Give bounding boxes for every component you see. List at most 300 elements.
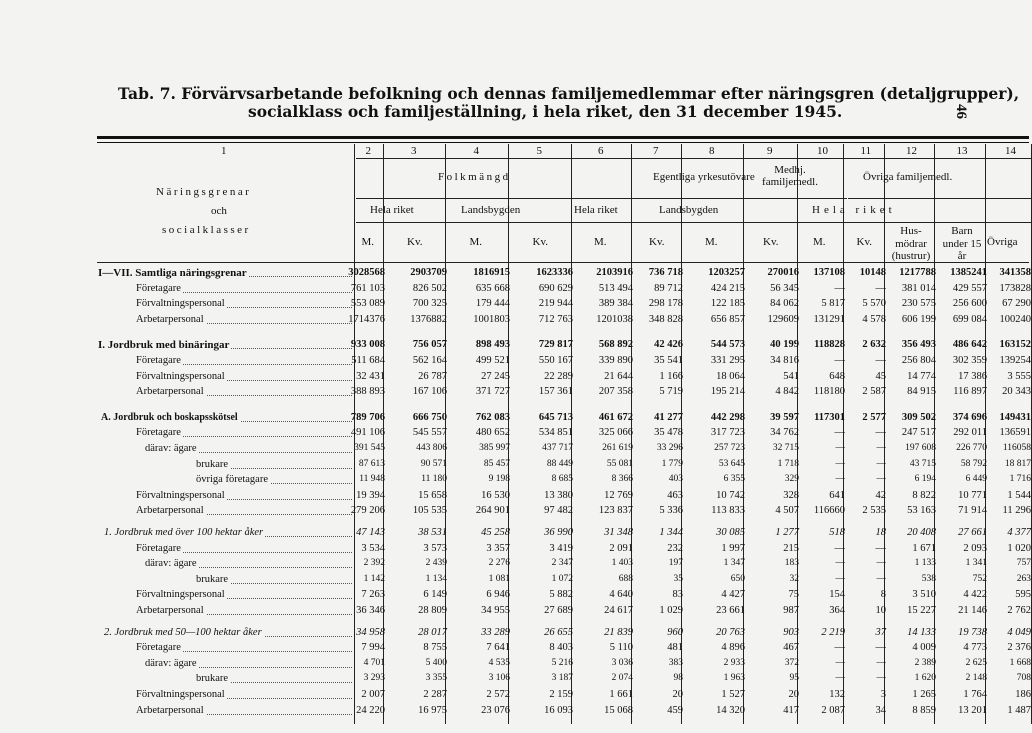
table-cell: 45 <box>875 370 886 382</box>
table-cell: 757 <box>1016 558 1031 569</box>
table-title-line1: Tab. 7. Förvärvsarbetande befolkning och dennas familjemedlemmar efter näringsgren (detaljgrupper), <box>118 84 1020 103</box>
header-man: M. <box>705 236 718 248</box>
table-cell: 20 343 <box>1002 386 1031 398</box>
table-cell: 1 668 <box>1009 657 1031 668</box>
table-cell: 12 769 <box>604 489 633 501</box>
table-cell: 34 762 <box>770 427 799 439</box>
table-cell: 480 652 <box>475 427 510 439</box>
table-cell: 341358 <box>999 267 1031 278</box>
table-cell: 24 617 <box>604 605 633 616</box>
table-cell: 183 <box>784 558 799 569</box>
table-cell: 2 347 <box>551 558 573 569</box>
table-cell: 116 897 <box>953 386 987 398</box>
table-cell: 98 <box>673 673 683 684</box>
table-cell: — <box>875 542 886 554</box>
table-cell: 302 359 <box>952 355 987 366</box>
table-cell: 1 133 <box>914 558 936 569</box>
table-cell: 2 007 <box>361 689 385 700</box>
table-cell: 9 198 <box>488 474 510 485</box>
table-cell: 5 400 <box>425 657 447 668</box>
row-label: I—VII. Samtliga näringsgrenar <box>98 267 247 279</box>
table-cell: 4 377 <box>1007 527 1031 538</box>
table-cell: 11 948 <box>359 474 385 485</box>
row-label: 2. Jordbruk med 50—100 hektar åker <box>104 626 262 638</box>
table-cell: 18 817 <box>1004 458 1031 469</box>
table-cell: — <box>835 458 845 469</box>
table-cell: 8 366 <box>611 474 633 485</box>
table-cell: 1 716 <box>1009 474 1031 485</box>
table-cell: 137108 <box>813 267 845 278</box>
table-cell: 339 890 <box>598 355 633 366</box>
table-cell: — <box>876 673 886 684</box>
table-cell: 23 661 <box>716 605 745 616</box>
table-cell: 2 933 <box>723 657 745 668</box>
table-cell: 729 817 <box>538 339 573 351</box>
table-cell: 4 427 <box>721 589 745 601</box>
table-cell: 55 081 <box>606 458 633 469</box>
table-cell: 43 715 <box>909 458 936 469</box>
table-cell: 84 915 <box>907 386 936 398</box>
table-cell: 97 482 <box>544 505 573 517</box>
table-cell: 117301 <box>814 411 845 423</box>
table-cell: 1 764 <box>963 689 987 700</box>
row-label: därav: ägare <box>145 558 197 570</box>
table-cell: 33 296 <box>656 443 683 453</box>
table-cell: 139254 <box>999 355 1031 366</box>
table-cell: 712 763 <box>538 313 573 325</box>
column-number: 4 <box>473 145 479 157</box>
table-cell: 6 149 <box>423 589 447 601</box>
table-cell: 16 975 <box>418 704 447 716</box>
table-cell: 58 792 <box>960 458 987 469</box>
table-cell: 903 <box>783 626 799 638</box>
table-cell: 1 718 <box>777 458 799 469</box>
table-cell: 4 701 <box>363 657 385 668</box>
table-cell: 491 106 <box>350 427 385 439</box>
table-cell: 23 076 <box>481 704 510 716</box>
table-cell: 6 449 <box>965 474 987 485</box>
table-cell: 1 779 <box>661 458 683 469</box>
table-cell: 197 <box>668 558 683 569</box>
row-label: Företagare <box>136 542 181 554</box>
header-kvinna: Kv. <box>763 236 779 248</box>
table-cell: 4 640 <box>609 589 633 601</box>
column-number: 8 <box>709 145 715 157</box>
table-cell: — <box>875 642 886 654</box>
table-cell: — <box>835 558 845 569</box>
row-label: Förvaltningspersonal <box>136 370 225 382</box>
table-cell: 2 219 <box>821 626 845 638</box>
table-cell: 33 289 <box>481 626 510 638</box>
table-cell: 4 896 <box>721 642 745 654</box>
table-cell: 292 011 <box>953 427 987 439</box>
table-cell: 32 431 <box>356 370 385 382</box>
table-cell: 513 494 <box>598 282 633 294</box>
table-cell: — <box>876 573 886 584</box>
table-cell: 1385241 <box>950 267 987 278</box>
table-cell: 20 <box>672 689 683 700</box>
table-cell: 1 344 <box>659 527 683 538</box>
header-man: M. <box>361 236 375 248</box>
table-top-rule-thin <box>97 142 1029 143</box>
table-cell: 41 277 <box>654 411 683 423</box>
table-cell: 14 774 <box>907 370 936 382</box>
row-label: Arbetarpersonal <box>136 313 204 325</box>
table-cell: 21 146 <box>958 605 987 616</box>
table-cell: 7 641 <box>486 642 510 654</box>
row-label: Arbetarpersonal <box>136 386 204 398</box>
row-label: Arbetarpersonal <box>136 704 204 716</box>
header-hela-riket-1: Hela riket <box>370 204 414 216</box>
table-cell: 118828 <box>814 339 845 351</box>
table-cell: 123 837 <box>598 505 633 517</box>
table-cell: — <box>835 657 845 668</box>
table-cell: 348 828 <box>648 313 683 325</box>
table-cell: 10148 <box>859 267 886 278</box>
column-number: 1 <box>221 145 227 157</box>
table-cell: — <box>835 573 845 584</box>
table-cell: 53 163 <box>907 505 936 517</box>
table-cell: 71 914 <box>958 505 987 517</box>
table-cell: 2 074 <box>611 673 633 684</box>
table-cell: 1 544 <box>1007 489 1031 501</box>
table-cell: 4 842 <box>775 386 799 398</box>
table-cell: 26 655 <box>544 626 573 638</box>
table-cell: 10 <box>875 605 886 616</box>
table-cell: 595 <box>1015 589 1031 601</box>
table-cell: 42 <box>875 489 886 501</box>
table-cell: 5 110 <box>609 642 633 654</box>
table-cell: 257 723 <box>714 443 745 453</box>
header-man: M. <box>813 236 826 248</box>
table-cell: 11 180 <box>421 474 447 485</box>
table-cell: 3 355 <box>425 673 447 684</box>
table-cell: 550 167 <box>538 355 573 366</box>
table-cell: 8 755 <box>423 642 447 654</box>
table-cell: 1376882 <box>410 313 447 325</box>
table-cell: 635 668 <box>475 282 510 294</box>
table-cell: 2 535 <box>862 505 886 517</box>
table-cell: 708 <box>1016 673 1031 684</box>
row-label: Förvaltningspersonal <box>136 689 225 700</box>
table-cell: 2 287 <box>423 689 447 700</box>
column-number: 5 <box>536 145 542 157</box>
table-cell: 2 389 <box>914 657 936 668</box>
table-cell: 2 087 <box>821 704 845 716</box>
table-cell: 568 892 <box>598 339 633 351</box>
table-cell: 648 <box>829 370 845 382</box>
stub-header-och: och <box>211 205 227 217</box>
table-cell: 329 <box>784 474 799 485</box>
table-cell: 31 348 <box>604 527 633 538</box>
table-cell: 13 201 <box>958 704 987 716</box>
ovriga-rule <box>848 198 1032 199</box>
table-cell: 2103916 <box>596 267 633 278</box>
column-number: 6 <box>598 145 604 157</box>
table-cell: 37 <box>875 626 886 638</box>
table-cell: 562 164 <box>412 355 447 366</box>
table-cell: 1201038 <box>596 313 633 325</box>
table-cell: 650 <box>730 573 745 584</box>
table-cell: 1 997 <box>721 542 745 554</box>
row-label: Företagare <box>136 355 181 366</box>
table-cell: 21 839 <box>604 626 633 638</box>
table-cell: 18 <box>875 527 886 538</box>
table-cell: 8 685 <box>551 474 573 485</box>
column-number: 14 <box>1005 145 1016 157</box>
table-cell: 544 573 <box>710 339 745 351</box>
table-cell: 16 093 <box>544 704 573 716</box>
table-cell: 8 822 <box>912 489 936 501</box>
table-cell: 6 946 <box>486 589 510 601</box>
table-cell: 2 392 <box>363 558 385 569</box>
table-cell: 388 893 <box>350 386 385 398</box>
table-cell: 32 715 <box>772 443 799 453</box>
table-cell: 1 620 <box>914 673 936 684</box>
table-cell: 752 <box>972 573 987 584</box>
table-cell: 35 478 <box>654 427 683 439</box>
table-cell: 641 <box>829 489 845 501</box>
table-title-line2: socialklass och familjeställning, i hela riket, den 31 december 1945. <box>248 102 843 121</box>
table-cell: 1 265 <box>912 689 936 700</box>
table-cell: 247 517 <box>901 427 936 439</box>
table-cell: 3 187 <box>551 673 573 684</box>
table-cell: 197 608 <box>905 443 936 453</box>
header-yrkesutovare: Egentliga yrkesutövare <box>653 171 755 183</box>
table-cell: 4 009 <box>912 642 936 654</box>
table-cell: 4 422 <box>963 589 987 601</box>
table-cell: 122 185 <box>710 298 745 310</box>
table-cell: 1 134 <box>425 573 447 584</box>
table-cell: 3 <box>880 689 886 700</box>
table-cell: 38 531 <box>418 527 447 538</box>
table-cell: 13 380 <box>544 489 573 501</box>
table-cell: 5 882 <box>549 589 573 601</box>
table-cell: 1 341 <box>965 558 987 569</box>
column-number: 11 <box>860 145 872 157</box>
table-cell: 1 277 <box>775 527 799 538</box>
column-number: 13 <box>956 145 968 157</box>
header-hela-riket-2: Hela riket <box>574 204 618 216</box>
table-cell: 389 384 <box>598 298 633 310</box>
table-cell: 40 199 <box>770 339 799 351</box>
row-label: Förvaltningspersonal <box>136 589 225 601</box>
table-cell: 381 014 <box>901 282 936 294</box>
table-cell: 1 661 <box>609 689 633 700</box>
table-cell: 113 833 <box>711 505 745 517</box>
table-cell: — <box>834 355 845 366</box>
table-cell: 15 658 <box>418 489 447 501</box>
table-cell: 898 493 <box>475 339 510 351</box>
table-cell: 309 502 <box>901 411 936 423</box>
table-cell: 56 345 <box>770 282 799 294</box>
table-cell: 85 457 <box>483 458 510 469</box>
table-cell: 1 403 <box>611 558 633 569</box>
table-cell: 84 062 <box>770 298 799 310</box>
row-label: därav: ägare <box>145 443 197 454</box>
table-cell: — <box>875 355 886 366</box>
header-man: M. <box>469 236 483 248</box>
table-cell: 215 <box>783 542 799 554</box>
table-cell: 364 <box>829 605 845 616</box>
table-cell: 256 600 <box>952 298 987 310</box>
row-label: Arbetarpersonal <box>136 605 204 616</box>
table-cell: 356 493 <box>901 339 936 351</box>
table-cell: 35 <box>673 573 683 584</box>
table-cell: 2 376 <box>1007 642 1031 654</box>
table-cell: 219 944 <box>538 298 573 310</box>
table-cell: 279 206 <box>350 505 385 517</box>
table-cell: — <box>835 474 845 485</box>
table-cell: — <box>876 474 886 485</box>
table-cell: 1816915 <box>473 267 510 278</box>
table-cell: 6 355 <box>723 474 745 485</box>
table-cell: 736 718 <box>648 267 683 278</box>
table-cell: 374 696 <box>952 411 987 423</box>
table-cell: 16 530 <box>481 489 510 501</box>
table-cell: 1 527 <box>721 689 745 700</box>
table-cell: 534 851 <box>538 427 573 439</box>
table-cell: 232 <box>667 542 683 554</box>
table-cell: 10 742 <box>716 489 745 501</box>
table-cell: 5 570 <box>862 298 886 310</box>
table-cell: 195 214 <box>710 386 745 398</box>
header-landsbygden-2: Landsbygden <box>659 204 719 216</box>
stub-header-socialklasser: socialklasser <box>162 224 251 236</box>
header-kvinna: Kv. <box>532 236 548 248</box>
table-cell: 317 723 <box>710 427 745 439</box>
table-cell: 1 020 <box>1007 542 1031 554</box>
table-cell: 2 762 <box>1007 605 1031 616</box>
table-cell: 28 017 <box>418 626 447 638</box>
table-cell: 129609 <box>767 313 799 325</box>
table-cell: 3 357 <box>486 542 510 554</box>
table-cell: 8 403 <box>549 642 573 654</box>
table-cell: 36 346 <box>356 605 385 616</box>
table-cell: 47 143 <box>356 527 385 538</box>
column-number: 2 <box>365 145 371 157</box>
table-cell: 1714376 <box>348 313 385 325</box>
table-cell: 7 994 <box>361 642 385 654</box>
table-cell: 4 773 <box>963 642 987 654</box>
column-number: 9 <box>767 145 773 157</box>
table-cell: 385 997 <box>479 443 510 453</box>
table-cell: — <box>834 282 845 294</box>
table-cell: 2 159 <box>549 689 573 700</box>
header-hela-riket-spaced: Hela riket <box>812 204 896 216</box>
table-cell: 463 <box>667 489 683 501</box>
table-cell: 690 629 <box>538 282 573 294</box>
table-cell: 36 990 <box>544 527 573 538</box>
table-cell: 688 <box>618 573 633 584</box>
column-number: 10 <box>817 145 828 157</box>
table-cell: 34 958 <box>356 626 385 638</box>
table-cell: 3 036 <box>611 657 633 668</box>
table-cell: 20 408 <box>907 527 936 538</box>
table-cell: 186 <box>1015 689 1031 700</box>
page-number: 46 <box>953 104 969 119</box>
table-cell: — <box>876 657 886 668</box>
table-cell: 45 258 <box>481 527 510 538</box>
table-cell: 75 <box>788 589 799 601</box>
table-cell: 486 642 <box>952 339 987 351</box>
table-cell: 3 293 <box>363 673 385 684</box>
table-cell: 298 178 <box>648 298 683 310</box>
table-cell: 1 142 <box>363 573 385 584</box>
table-cell: 24 220 <box>356 704 385 716</box>
row-label: Företagare <box>136 282 181 294</box>
hela-riket-rule <box>356 222 1032 223</box>
table-cell: 39 597 <box>770 411 799 423</box>
table-cell: 429 557 <box>952 282 987 294</box>
table-cell: 105 535 <box>412 505 447 517</box>
table-cell: 518 <box>829 527 845 538</box>
table-cell: 459 <box>667 704 683 716</box>
table-cell: 17 386 <box>958 370 987 382</box>
table-cell: 2 625 <box>965 657 987 668</box>
table-cell: 21 644 <box>604 370 633 382</box>
header-barn: Barn under 15 år <box>942 225 982 263</box>
table-cell: 19 394 <box>356 489 385 501</box>
table-cell: 1623336 <box>536 267 573 278</box>
table-cell: 3028568 <box>348 267 385 278</box>
table-cell: 545 557 <box>412 427 447 439</box>
table-cell: 331 295 <box>710 355 745 366</box>
table-cell: 118180 <box>813 386 845 398</box>
table-cell: 371 727 <box>475 386 510 398</box>
table-cell: 499 521 <box>475 355 510 366</box>
table-top-rule <box>97 136 1029 139</box>
table-cell: — <box>835 443 845 453</box>
row-label: brukare <box>196 573 229 585</box>
table-cell: 26 787 <box>418 370 447 382</box>
table-cell: 2 093 <box>963 542 987 554</box>
table-cell: 27 689 <box>544 605 573 616</box>
table-cell: 3 573 <box>423 542 447 554</box>
table-cell: 1 166 <box>659 370 683 382</box>
header-husmodrar: Hus-mödrar (hustrur) <box>891 225 931 263</box>
table-cell: 2 632 <box>862 339 886 351</box>
table-cell: 789 706 <box>350 411 385 423</box>
table-cell: 53 645 <box>718 458 745 469</box>
table-cell: 328 <box>783 489 799 501</box>
table-cell: 3 106 <box>488 673 510 684</box>
table-cell: 5 336 <box>659 505 683 517</box>
table-cell: 67 290 <box>1002 298 1031 310</box>
table-cell: 89 712 <box>654 282 683 294</box>
table-cell: 30 085 <box>716 527 745 538</box>
table-cell: 4 535 <box>488 657 510 668</box>
row-label: brukare <box>196 673 229 685</box>
table-cell: 541 <box>783 370 799 382</box>
table-cell: 645 713 <box>538 411 573 423</box>
row-label: övriga företagare <box>196 474 268 486</box>
table-cell: — <box>834 427 845 439</box>
table-cell: 3 419 <box>549 542 573 554</box>
table-cell: 987 <box>783 605 799 616</box>
table-cell: — <box>834 542 845 554</box>
table-cell: 443 806 <box>416 443 447 453</box>
table-cell: 10 771 <box>958 489 987 501</box>
table-cell: 699 084 <box>952 313 987 325</box>
table-cell: 372 <box>784 657 799 668</box>
table-cell: 132 <box>829 689 845 700</box>
table-cell: 2 148 <box>965 673 987 684</box>
header-landsbygden-1: Landsbygden <box>461 204 521 216</box>
table-cell: 5 817 <box>821 298 845 310</box>
table-cell: 14 133 <box>907 626 936 638</box>
table-cell: 7 263 <box>361 589 385 601</box>
